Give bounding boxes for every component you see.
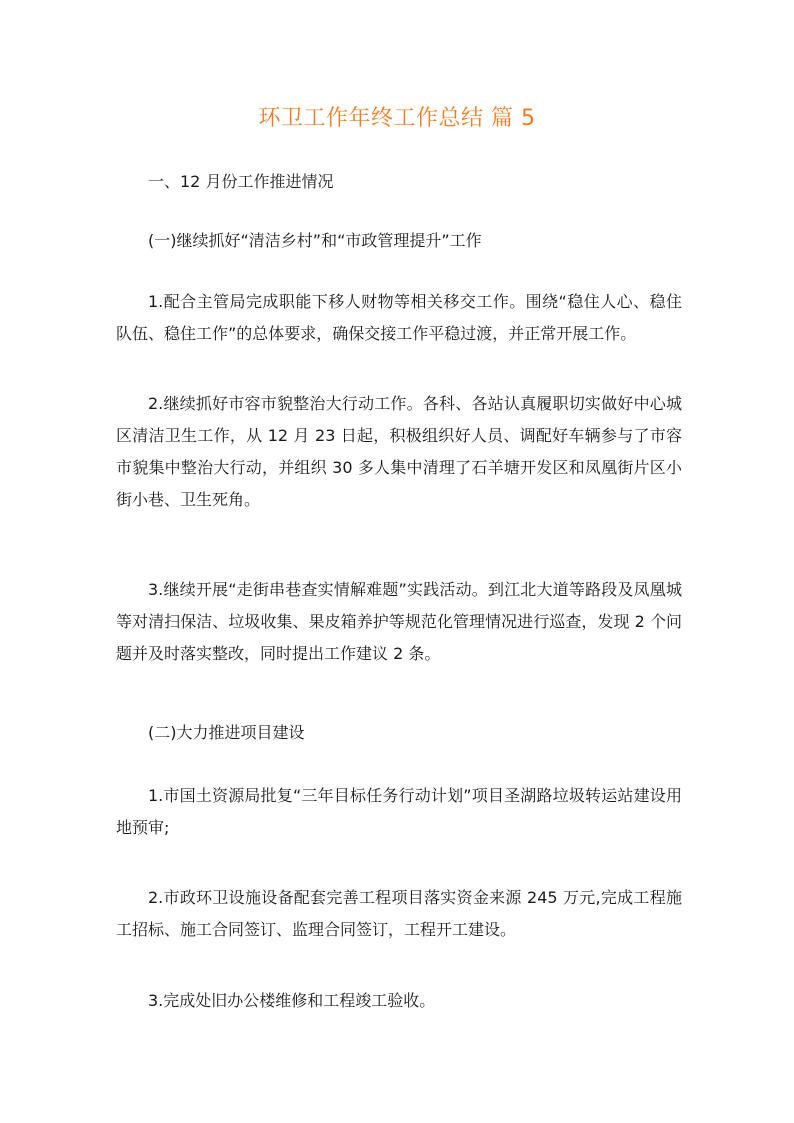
paragraph: 2.市政环卫设施设备配套完善工程项目落实资金来源 245 万元,完成工程施工招标、施工合同签订、监理合同签订，工程开工建设。 — [116, 888, 682, 939]
paragraph: 3.继续开展“走街串巷查实情解难题”实践活动。到江北大道等路段及凤凰城等对清扫保洁、垃圾收集、果皮箱养护等规范化管理情况进行巡查，发现 2 个问题并及时落实整改，同时提出工作建议 2 条。 — [116, 580, 682, 663]
paragraph: 3.完成处旧办公楼维修和工程竣工验收。 — [148, 991, 436, 1010]
paragraph: 1.配合主管局完成职能下移人财物等相关移交工作。围绕“稳住人心、稳住队伍、稳住工作”的总体要求，确保交接工作平稳过渡，并正常开展工作。 — [116, 292, 682, 343]
paragraph: 2.继续抓好市容市貌整治大行动工作。各科、各站认真履职切实做好中心城区清洁卫生工作，从 12 月 23 日起，积极组织好人员、调配好车辆参与了市容市貌集中整治大行动，并组织 30 多人集中清理了石羊塘开发区和凤凰街片区小街小巷、卫生死角。 — [116, 394, 682, 509]
subsection-heading: (二)大力推进项目建设 — [148, 723, 305, 742]
section-heading: 一、12 月份工作推进情况 — [148, 172, 334, 191]
document-title: 环卫工作年终工作总结 篇 5 — [258, 106, 536, 131]
subsection-heading: (一)继续抓好“清洁乡村”和“市政管理提升”工作 — [148, 231, 482, 250]
paragraph: 1.市国土资源局批复“三年目标任务行动计划”项目圣湖路垃圾转运站建设用地预审; — [116, 786, 682, 837]
